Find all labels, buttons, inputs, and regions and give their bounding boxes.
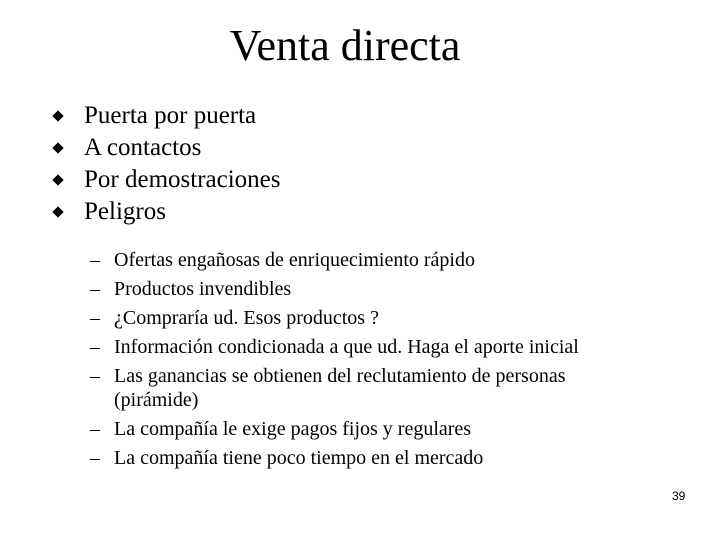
dash-marker: – (90, 278, 100, 300)
bullet-text: Peligros (84, 198, 166, 225)
subbullet-list (90, 248, 610, 475)
subbullet-text: La compañía le exige pagos fijos y regulares (114, 418, 472, 440)
bullet-text: A contactos (84, 134, 202, 161)
slide-title: Venta directa (229, 21, 461, 70)
diamond-bullet-icon (52, 142, 63, 153)
subbullet-item (90, 335, 610, 359)
subbullet-item (90, 364, 610, 412)
subbullet-text: La compañía tiene poco tiempo en el mercado (114, 447, 484, 469)
dash-marker: – (90, 418, 100, 440)
bullet-text: Por demostraciones (84, 166, 281, 193)
subbullet-text: Ofertas engañosas de enriquecimiento rápido (114, 249, 475, 271)
subbullet-item (90, 417, 610, 441)
diamond-bullet-icon (52, 110, 63, 121)
dash-marker: – (90, 336, 100, 358)
subbullet-text: ¿Compraría ud. Esos productos ? (114, 307, 379, 329)
dash-marker: – (90, 307, 100, 329)
subbullet-item (90, 248, 610, 272)
subbullet-item (90, 277, 610, 301)
dash-marker: – (90, 365, 100, 387)
subbullet-item (90, 306, 610, 330)
bullet-text: Puerta por puerta (84, 102, 257, 129)
page-number: 39 (672, 489, 686, 503)
diamond-bullet-icon (52, 174, 63, 185)
subbullet-item (90, 446, 610, 470)
subbullet-text: Productos invendibles (114, 278, 292, 300)
dash-marker: – (90, 249, 100, 271)
diamond-bullet-icon (52, 206, 63, 217)
subbullet-text: Información condicionada a que ud. Haga el aporte inicial (114, 336, 579, 358)
subbullet-text: Las ganancias se obtienen del reclutamiento de personas (pirámide) (114, 365, 566, 411)
dash-marker: – (90, 447, 100, 469)
